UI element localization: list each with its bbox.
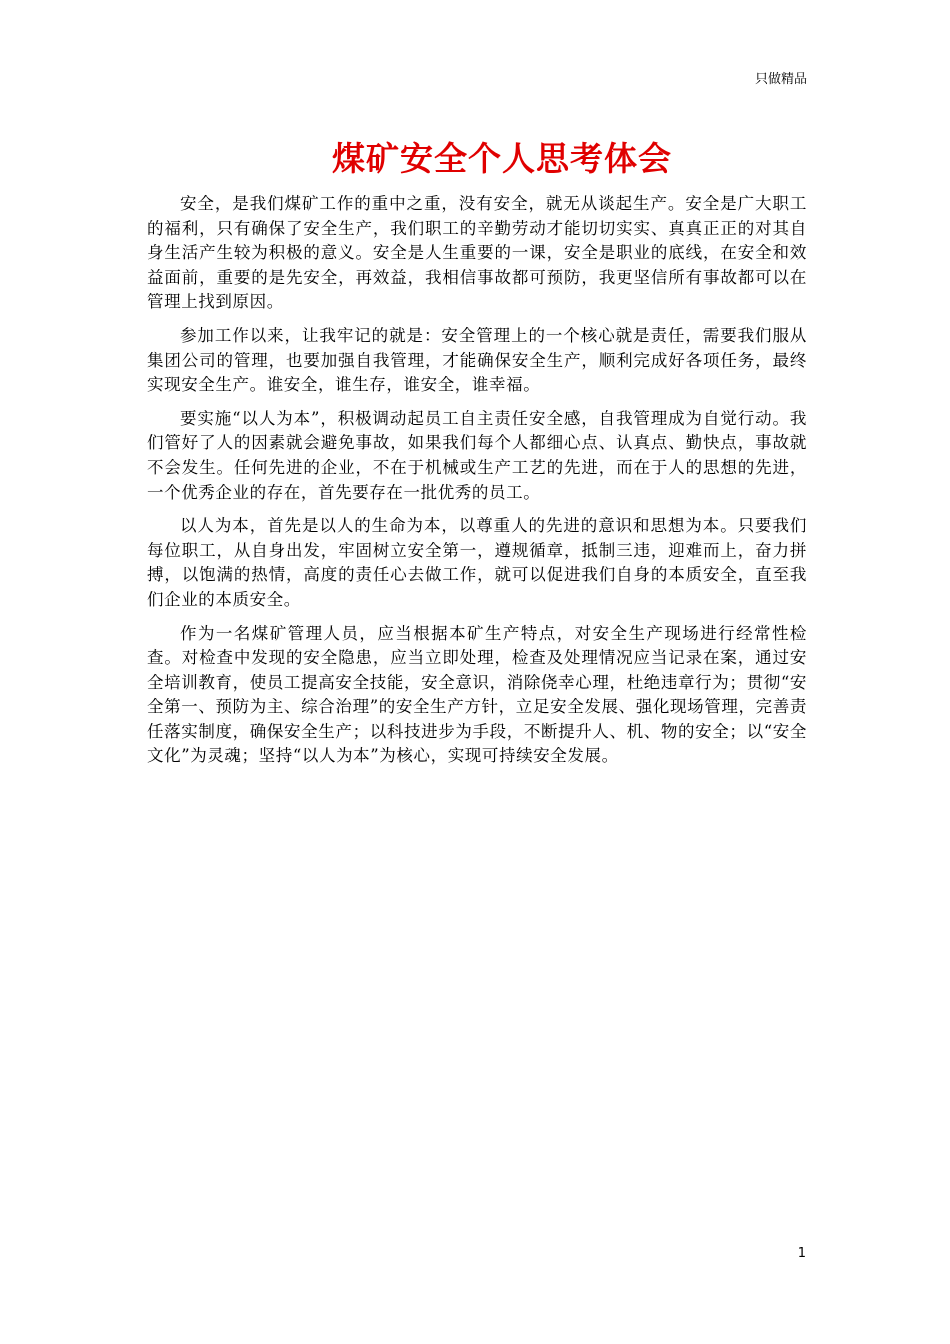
paragraph-5: 作为一名煤矿管理人员，应当根据本矿生产特点，对安全生产现场进行经常性检查。对检查中发现的安全隐患，应当立即处理，检查及处理情况应当记录在案，通过安全培训教育，使员工提高安全技能，安全意识，消除侥幸心理，杜绝违章行为；贯彻“安全第一、预防为主、综合治理”的安全生产方针，立足安全发展、强化现场管理，完善责任落实制度，确保安全生产；以科技进步为手段，不断提升人、机、物的安全；以“安全文化”为灵魂；坚持“以人为本”为核心，实现可持续安全发展。 [147, 623, 807, 766]
header-note: 只做精品 [754, 72, 807, 87]
paragraph-2: 参加工作以来，让我牢记的就是：安全管理上的一个核心就是责任，需要我们服从集团公司的管理，也要加强自我管理，才能确保安全生产，顺利完成好各项任务，最终实现安全生产。谁安全，谁生存，谁安全，谁幸福。 [147, 325, 807, 395]
document-body [147, 192, 807, 778]
paragraph-4: 以人为本，首先是以人的生命为本，以尊重人的先进的意识和思想为本。只要我们每位职工，从自身出发，牢固树立安全第一，遵规循章，抵制三违，迎难而上，奋力拼搏，以饱满的热情，高度的责任心去做工作，就可以促进我们自身的本质安全，直至我们企业的本质安全。 [147, 516, 807, 609]
paragraph-3: 要实施“以人为本”，积极调动起员工自主责任安全感，自我管理成为自觉行动。我们管好了人的因素就会避免事故，如果我们每个人都细心点、认真点、勤快点，事故就不会发生。任何先进的企业，不在于机械或生产工艺的先进，而在于人的思想的先进，一个优秀企业的存在，首先要存在一批优秀的员工。 [147, 408, 807, 502]
paragraph-1: 安全，是我们煤矿工作的重中之重，没有安全，就无从谈起生产。安全是广大职工的福利，只有确保了安全生产，我们职工的辛勤劳动才能切切实实、真真正正的对其自身生活产生较为积极的意义。安全是人生重要的一课，安全是职业的底线，在安全和效益面前，重要的是先安全，再效益，我相信事故都可预防，我更坚信所有事故都可以在管理上找到原因。 [147, 194, 807, 312]
page-number: 1 [797, 1246, 806, 1261]
document-title: 煤矿安全个人思考体会 [332, 139, 672, 178]
